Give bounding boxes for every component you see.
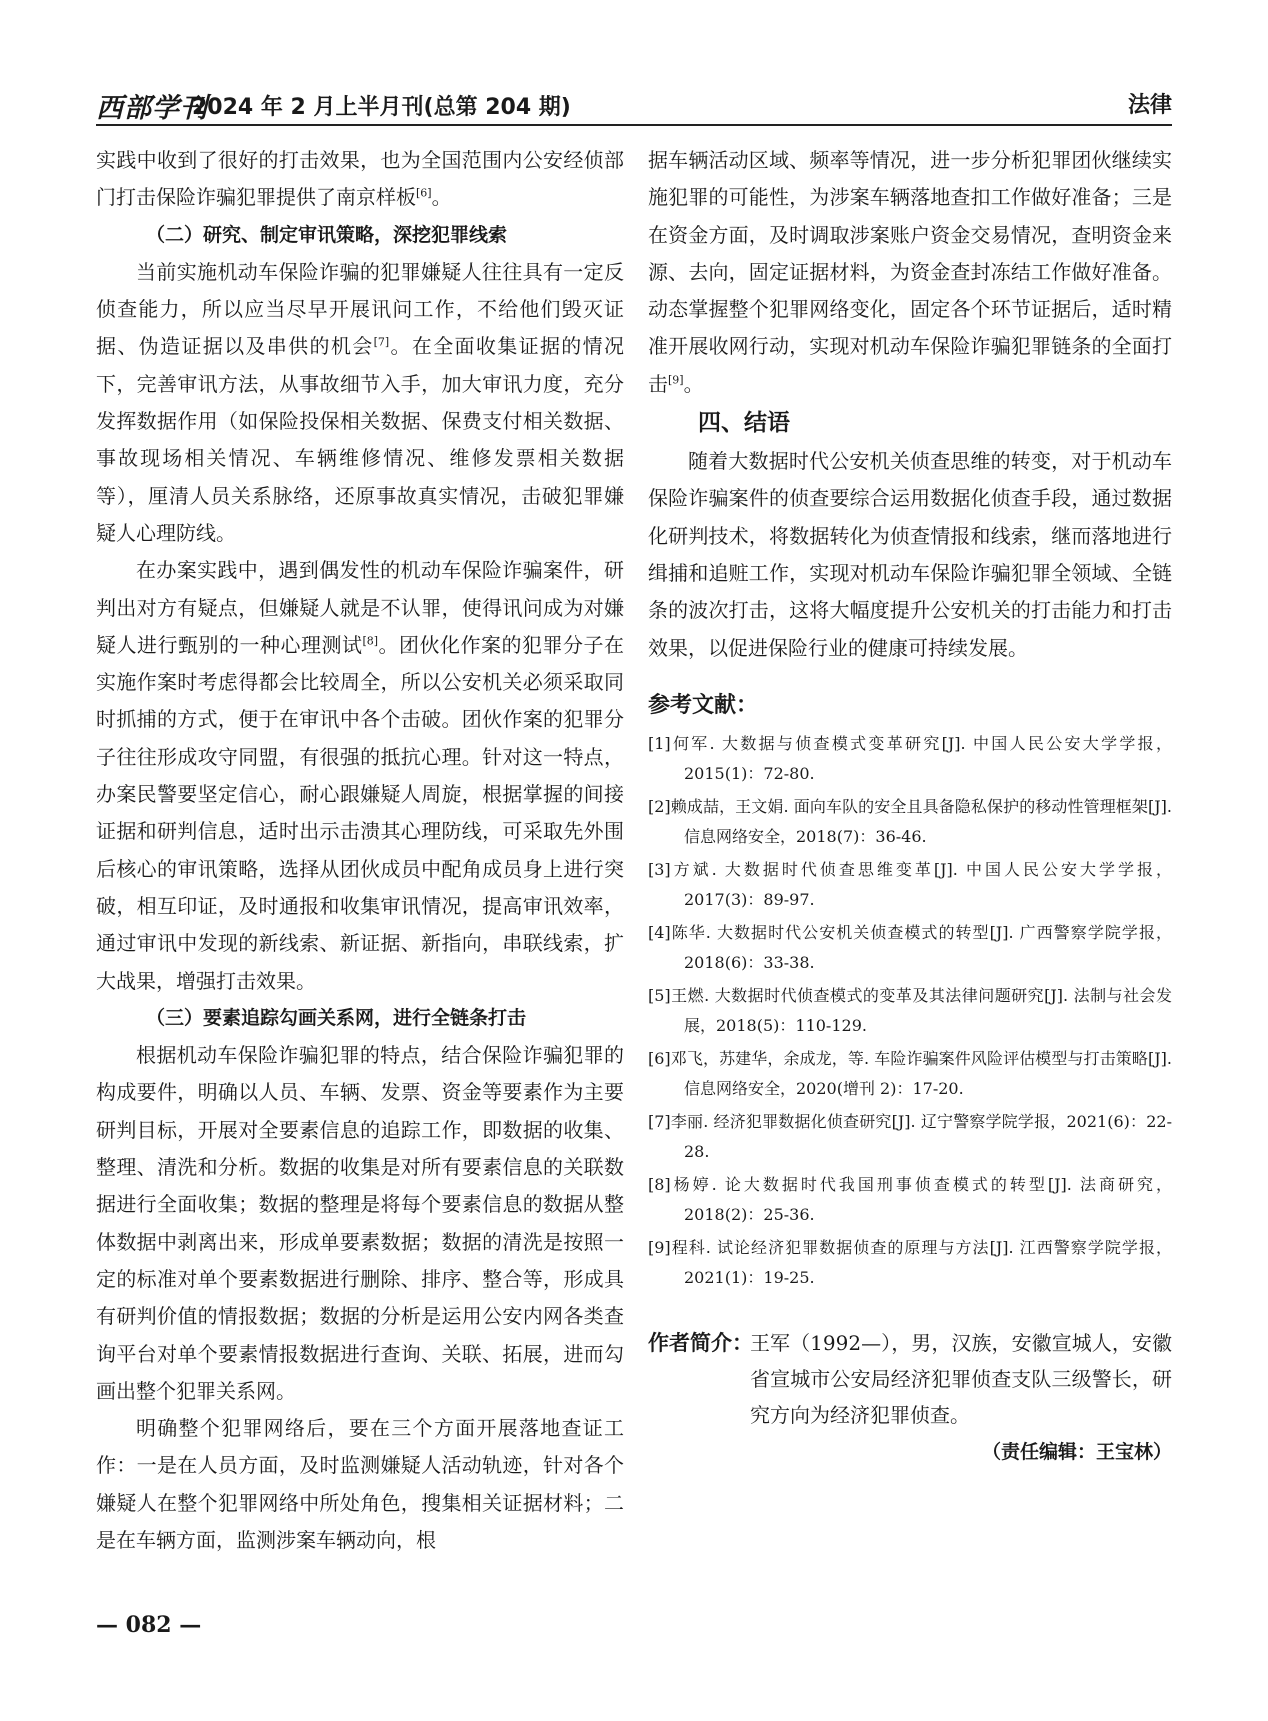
reference-item: [7]李丽. 经济犯罪数据化侦查研究[J]. 辽宁警察学院学报，2021(6)：22-28. (648, 1111, 1172, 1161)
journal-issue: 2024 年 2 月上半月刊(总第 204 期) (192, 95, 571, 120)
citation: [7] (373, 335, 390, 349)
citation: [8] (362, 634, 379, 648)
author-bio (648, 1325, 1172, 1433)
paragraph: 据车辆活动区域、频率等情况，进一步分析犯罪团伙继续实施犯罪的可能性，为涉案车辆落地查扣工作做好准备；三是在资金方面，及时调取涉案账户资金交易情况，查明资金来源、去向，固定证据材料，为资金查封冻结工作做好准备。动态掌握整个犯罪网络变化，固定各个环节证据后，适时精准开展收网行动，实现对机动车保险诈骗犯罪链条的全面打击[9]。 (648, 148, 1172, 396)
subsection-heading: （二）研究、制定审讯策略，深挖犯罪线索 (146, 223, 508, 246)
reference-item: [6]邓飞，苏建华，余成龙，等. 车险诈骗案件风险评估模型与打击策略[J]. 信息网络安全，2020(增刊 2)：17-20. (648, 1048, 1172, 1098)
citation: [6] (416, 186, 432, 200)
paragraph: 根据机动车保险诈骗犯罪的特点，结合保险诈骗犯罪的构成要件，明确以人员、车辆、发票、资金等要素作为主要研判目标，开展对全要素信息的追踪工作，即数据的收集、整理、清洗和分析。数据的收集是对所有要素信息的关联数据进行全面收集；数据的整理是将每个要素信息的数据从整体数据中剥离出来，形成单要素数据；数据的清洗是按照一定的标准对单个要素数据进行删除、排序、整合等，形成具有研判价值的情报数据；数据的分析是运用公安内网各类查询平台对单个要素情报数据进行查询、关联、拓展，进而勾画出整个犯罪关系网。 (96, 1043, 624, 1403)
left-column (96, 142, 624, 1559)
reference-item: [4]陈华. 大数据时代公安机关侦查模式的转型[J]. 广西警察学院学报，2018(6)：33-38. (648, 922, 1172, 972)
reference-item: [3]方斌. 大数据时代侦查思维变革[J]. 中国人民公安大学学报，2017(3)：89-97. (648, 859, 1172, 909)
reference-item: [1]何军. 大数据与侦查模式变革研究[J]. 中国人民公安大学学报，2015(1)：72-80. (648, 733, 1172, 783)
paragraph: 当前实施机动车保险诈骗的犯罪嫌疑人往往具有一定反侦查能力，所以应当尽早开展讯问工作，不给他们毁灭证据、伪造证据以及串供的机会[7]。在全面收集证据的情况下，完善审讯方法，从事故细节入手，加大审讯力度，充分发挥数据作用（如保险投保相关数据、保费支付相关数据、事故现场相关情况、车辆维修情况、维修发票相关数据等），厘清人员关系脉络，还原事故真实情况，击破犯罪嫌疑人心理防线。 (96, 259, 625, 545)
author-bio-label: 作者简介： (648, 1330, 753, 1355)
reference-item: [9]程科. 试论经济犯罪数据侦查的原理与方法[J]. 江西警察学院学报，2021(1)：19-25. (648, 1237, 1172, 1287)
section-label: 法律 (1127, 93, 1172, 118)
paragraph: 随着大数据时代公安机关侦查思维的转变，对于机动车保险诈骗案件的侦查要综合运用数据化侦查手段，通过数据化研判技术，将数据转化为侦查情报和线索，继而落地进行缉捕和追赃工作，实现对机动车保险诈骗犯罪全领域、全链条的波次打击，这将大幅度提升公安机关的打击能力和打击效果，以促进保险行业的健康可持续发展。 (648, 449, 1172, 660)
reference-item: [8]杨婷. 论大数据时代我国刑事侦查模式的转型[J]. 法商研究，2018(2)：25-36. (648, 1174, 1172, 1224)
page-header (96, 84, 1172, 126)
reference-list (648, 729, 1172, 1293)
responsible-editor: （责任编辑：王宝林） (981, 1440, 1172, 1463)
author-bio-text: 王军（1992—），男，汉族，安徽宣城人，安徽省宣城市公安局经济犯罪侦查支队三级警长，研究方向为经济犯罪侦查。 (750, 1330, 1172, 1427)
page-number: — 082 — (96, 1612, 202, 1638)
citation: [9] (668, 373, 684, 387)
section-heading: 四、结语 (698, 410, 790, 437)
reference-item: [5]王燃. 大数据时代侦查模式的变革及其法律问题研究[J]. 法制与社会发展，2018(5)：110-129. (648, 985, 1172, 1035)
journal-logo: 西部学刊 (96, 93, 208, 124)
paragraph: 实践中收到了很好的打击效果，也为全国范围内公安经侦部门打击保险诈骗犯罪提供了南京样板[6]。 (96, 148, 624, 210)
subsection-heading: （三）要素追踪勾画关系网，进行全链条打击 (146, 1006, 527, 1029)
references-title: 参考文献： (648, 692, 759, 718)
paragraph: 在办案实践中，遇到偶发性的机动车保险诈骗案件，研判出对方有疑点，但嫌疑人就是不认罪，使得讯问成为对嫌疑人进行甄别的一种心理测试[8]。团伙化作案的犯罪分子在实施作案时考虑得都会比较周全，所以公安机关必须采取同时抓捕的方式，便于在审讯中各个击破。团伙作案的犯罪分子往往形成攻守同盟，有很强的抵抗心理。针对这一特点，办案民警要坚定信心，耐心跟嫌疑人周旋，根据掌握的间接证据和研判信息，适时出示击溃其心理防线，可采取先外围后核心的审讯策略，选择从团伙成员中配角成员身上进行突破，相互印证，及时通报和收集审讯情况，提高审讯效率，通过审讯中发现的新线索、新证据、新指向，串联线索，扩大战果，增强打击效果。 (96, 558, 625, 993)
reference-item: [2]赖成喆，王文娟. 面向车队的安全且具备隐私保护的移动性管理框架[J]. 信息网络安全，2018(7)：36-46. (648, 796, 1172, 846)
right-column (648, 142, 1172, 1469)
paragraph: 明确整个犯罪网络后，要在三个方面开展落地查证工作：一是在人员方面，及时监测嫌疑人活动轨迹，针对各个嫌疑人在整个犯罪网络中所处角色，搜集相关证据材料；二是在车辆方面，监测涉案车辆动向，根 (96, 1416, 624, 1552)
